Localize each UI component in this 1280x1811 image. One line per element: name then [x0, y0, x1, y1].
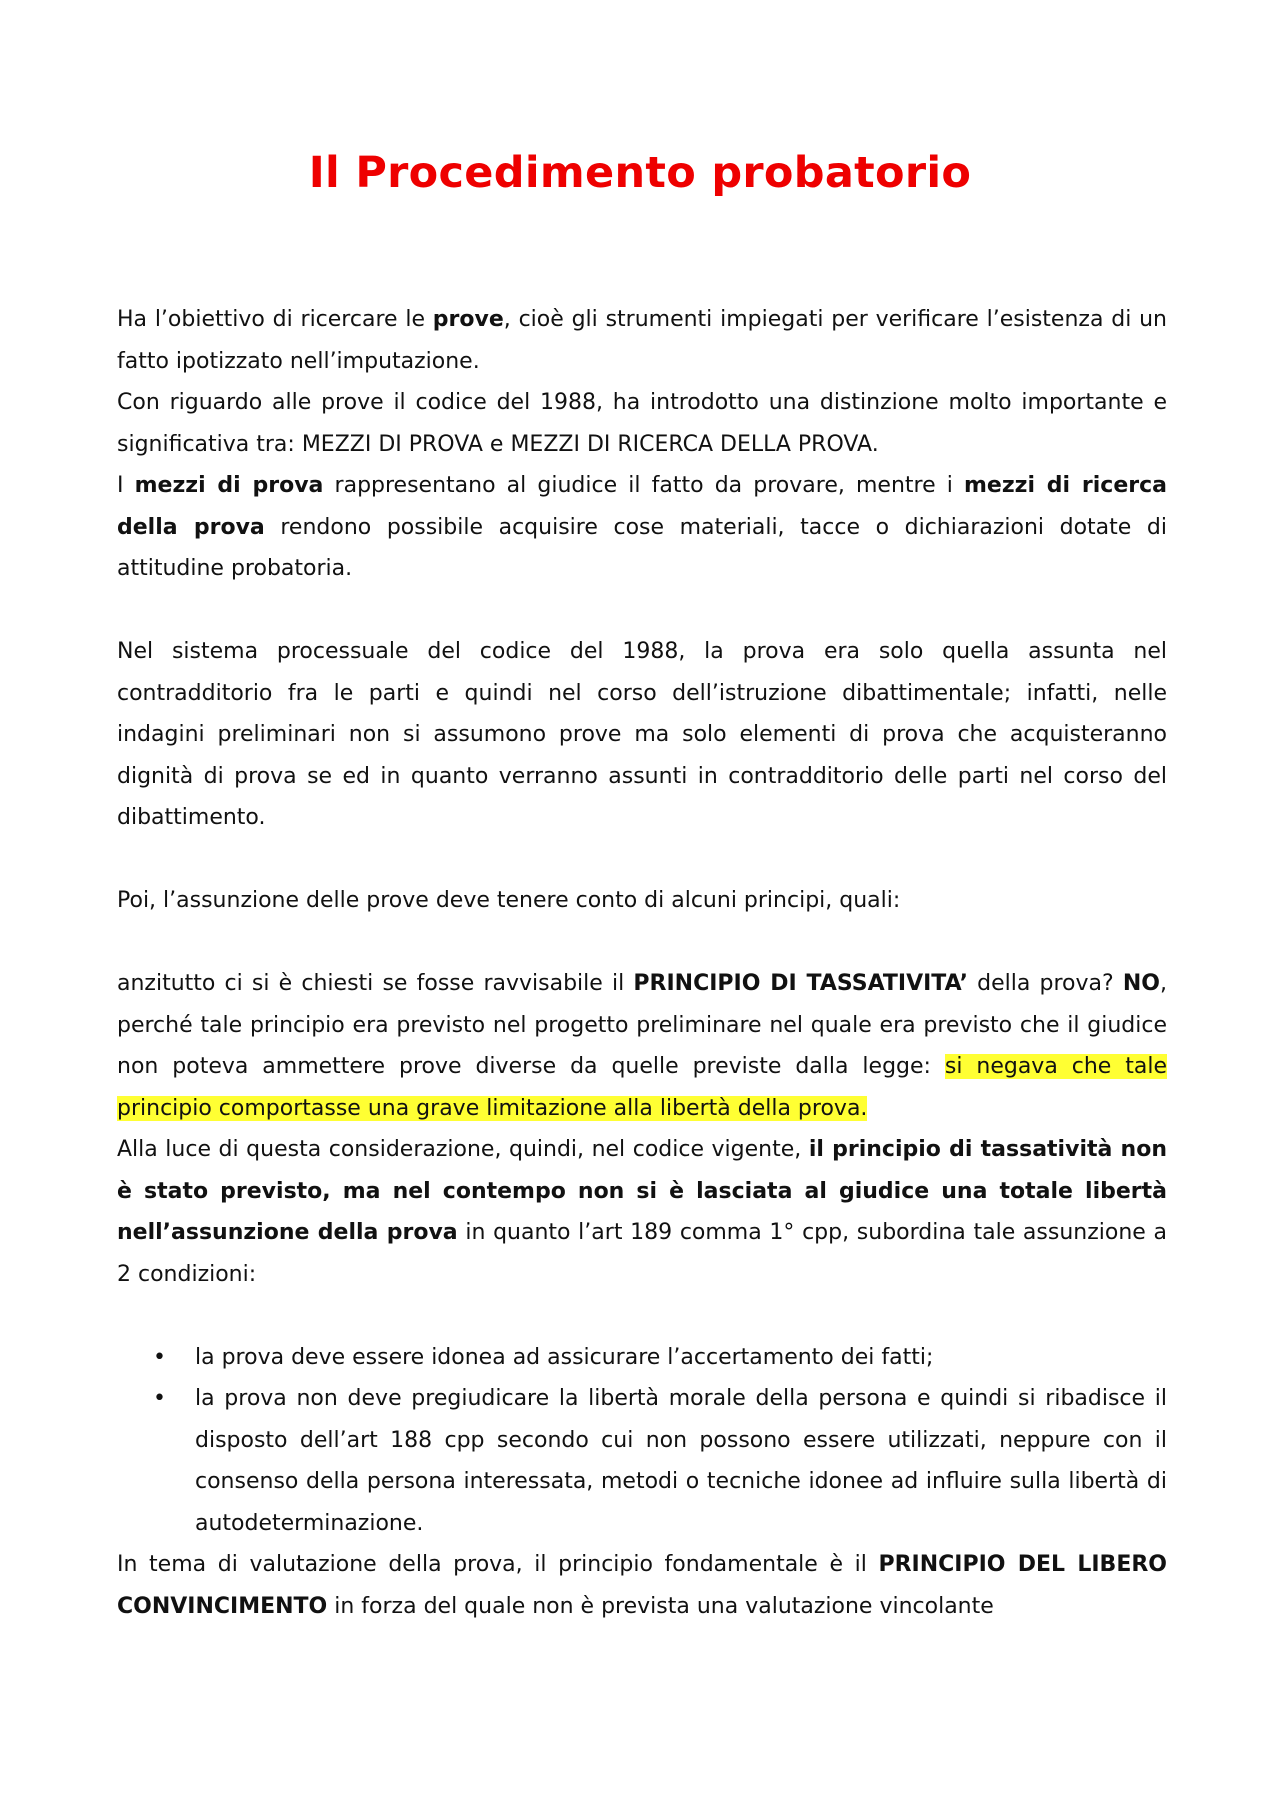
- text-span: della prova?: [967, 971, 1123, 996]
- text-span: , perché tale principio era previsto nel progetto preliminare nel quale era previsto che il giudice non poteva ammettere prove diverse da quelle previste dalla legge:: [117, 971, 1167, 1079]
- blank-line: [117, 839, 1167, 881]
- bold-term-prove: prove: [432, 307, 504, 332]
- document-body: [117, 299, 1167, 1627]
- bold-term-mezzi-di-prova: mezzi di prova: [134, 473, 324, 498]
- blank-line: [117, 590, 1167, 632]
- text-span: in forza del quale non è prevista una valutazione vincolante: [327, 1593, 994, 1619]
- text-span: anzitutto ci si è chiesti se fosse ravvisabile il: [117, 971, 634, 996]
- paragraph-distinction: Con riguardo alle prove il codice del 1988, ha introdotto una distinzione molto importante e significativa tra: MEZZI DI PROVA e MEZZI DI RICERCA DELLA PROVA.: [117, 390, 1167, 457]
- bold-term-no: NO: [1122, 971, 1160, 996]
- blank-line: [117, 1295, 1167, 1337]
- document-title: Il Procedimento probatorio: [308, 148, 972, 198]
- paragraph-sistema-processuale: Nel sistema processuale del codice del 1988, la prova era solo quella assunta nel contradditorio fra le parti e quindi nel corso dell’istruzione dibattimentale; infatti, nelle indagini preliminari non si assumono prove ma solo elementi di prova che acquisteranno dignità di prova se ed in quanto verranno assunti in contradditorio delle parti nel corso del dibattimento.: [117, 639, 1167, 830]
- text-span: Alla luce di questa considerazione, quindi, nel codice vigente,: [117, 1137, 809, 1162]
- bold-term-libero-convincimento: PRINCIPIO DEL LIBERO CONVINCIMENTO: [117, 1552, 1167, 1619]
- text-span: Ha l’obiettivo di ricercare le: [117, 307, 433, 332]
- bullet-icon: •: [153, 1344, 166, 1370]
- list-item-text: la prova non deve pregiudicare la libertà morale della persona e quindi si ribadisce il disposto dell’art 188 cpp secondo cui non possono essere utilizzati, neppure con il consenso della persona interessata, metodi o tecniche idonee ad influire sulla libertà di autodeterminazione.: [195, 1386, 1167, 1536]
- highlighted-text: si negava che tale principio comportasse una grave limitazione alla libertà della prova.: [117, 1054, 1167, 1121]
- bold-term-tassativita: PRINCIPIO DI TASSATIVITA’: [633, 971, 968, 996]
- paragraph-principi-intro: Poi, l’assunzione delle prove deve tenere conto di alcuni principi, quali:: [117, 888, 901, 913]
- text-span: in quanto l’art 189 comma 1° cpp, subordina tale assunzione a 2 condizioni:: [117, 1220, 1167, 1287]
- paragraph-mezzi: [117, 465, 1167, 590]
- paragraph-objective: [117, 299, 1167, 382]
- text-span: In tema di valutazione della prova, il principio fondamentale è il: [117, 1552, 879, 1577]
- text-span: I: [117, 473, 135, 498]
- list-item: [117, 1378, 1167, 1544]
- list-item: [117, 1337, 1167, 1379]
- text-span: rendono possibile acquisire cose materiali, tacce o dichiarazioni dotate di attitudine probatoria.: [117, 514, 1168, 581]
- bold-term-mezzi-di-ricerca: mezzi di ricerca della prova: [117, 473, 1167, 540]
- bold-statement-tassativita: il principio di tassatività non è stato previsto, ma nel contempo non si è lasciata al giudice una totale libertà nell’assunzione della prova: [117, 1137, 1168, 1245]
- paragraph-tassativita: [117, 963, 1167, 1129]
- paragraph-libero-convincimento: [117, 1544, 1167, 1627]
- list-item-text: la prova deve essere idonea ad assicurare l’accertamento dei fatti;: [195, 1344, 934, 1370]
- blank-line: [117, 922, 1167, 964]
- paragraph-codice-vigente: [117, 1129, 1167, 1295]
- text-span: , cioè gli strumenti impiegati per verificare l’esistenza di un fatto ipotizzato nell’imputazione.: [117, 307, 1167, 374]
- conditions-list: [117, 1337, 1167, 1545]
- text-span: rappresentano al giudice il fatto da provare, mentre i: [323, 473, 964, 498]
- bullet-icon: •: [153, 1386, 166, 1411]
